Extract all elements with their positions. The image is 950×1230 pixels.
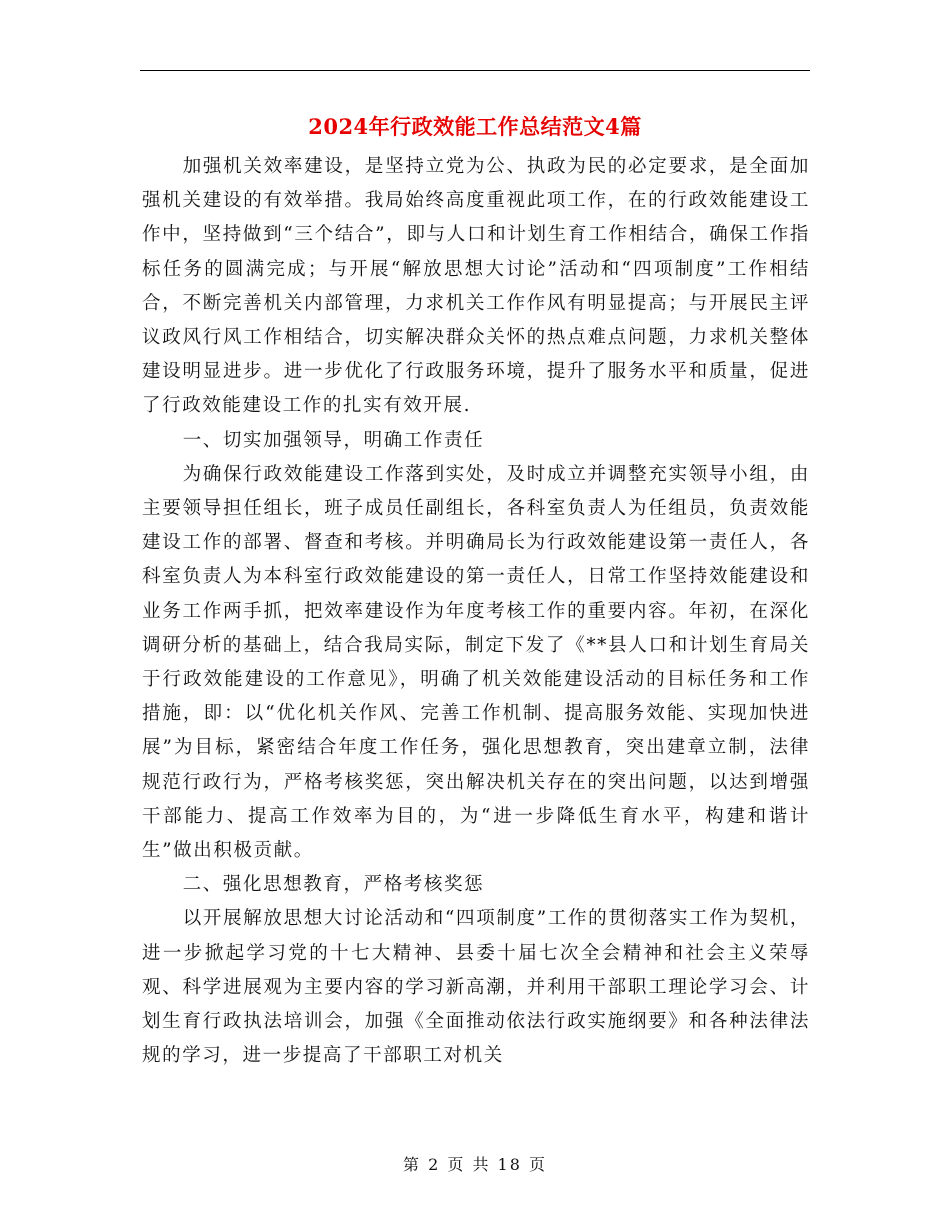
page-number-footer: 第 2 页 共 18 页 — [403, 1155, 547, 1174]
intro-paragraph: 加强机关效率建设，是坚持立党为公、执政为民的必定要求，是全面加强机关建设的有效举措。我局始终高度重视此项工作，在的行政效能建设工作中，坚持做到“三个结合”，即与人口和计划生育工作相结合，确保工作指标任务的圆满完成；与开展“解放思想大讨论”活动和“四项制度”工作相结合，不断完善机关内部管理，力求机关工作作风有明显提高；与开展民主评议政风行风工作相结合，切实解决群众关怀的热点难点问题，力求机关整体建设明显进步。进一步优化了行政服务环境，提升了服务水平和质量，促进了行政效能建设工作的扎实有效开展. — [142, 156, 810, 417]
header-rule — [140, 70, 810, 71]
section-heading-1: 一、切实加强领导，明确工作责任 — [182, 429, 485, 451]
section-heading-2: 二、强化思想教育，严格考核奖惩 — [182, 874, 485, 896]
document-body — [142, 150, 810, 1073]
document-title: 2024年行政效能工作总结范文4篇 — [308, 114, 642, 139]
section-2-paragraph: 以开展解放思想大讨论活动和“四项制度”工作的贯彻落实工作为契机，进一步掀起学习党的十七大精神、县委十届七次全会精神和社会主义荣辱观、科学进展观为主要内容的学习新高潮，并利用干部职工理论学习会、计划生育行政执法培训会，加强《全面推动依法行政实施纲要》和各种法律法规的学习，进一步提高了干部职工对机关 — [142, 908, 810, 1067]
section-1-paragraph: 为确保行政效能建设工作落到实处，及时成立并调整充实领导小组，由主要领导担任组长，班子成员任副组长，各科室负责人为任组员，负责效能建设工作的部署、督查和考核。并明确局长为行政效能建设第一责任人，各科室负责人为本科室行政效能建设的第一责任人，日常工作坚持效能建设和业务工作两手抓，把效率建设作为年度考核工作的重要内容。年初，在深化调研分析的基础上，结合我局实际，制定下发了《**县人口和计划生育局关于行政效能建设的工作意见》，明确了机关效能建设活动的目标任务和工作措施，即：以“优化机关作风、完善工作机制、提高服务效能、实现加快进展”为目标，紧密结合年度工作任务，强化思想教育，突出建章立制，法律规范行政行为，严格考核奖惩，突出解决机关存在的突出问题，以达到增强干部能力、提高工作效率为目的，为“进一步降低生育水平，构建和谐计生”做出积极贡献。 — [142, 463, 810, 862]
